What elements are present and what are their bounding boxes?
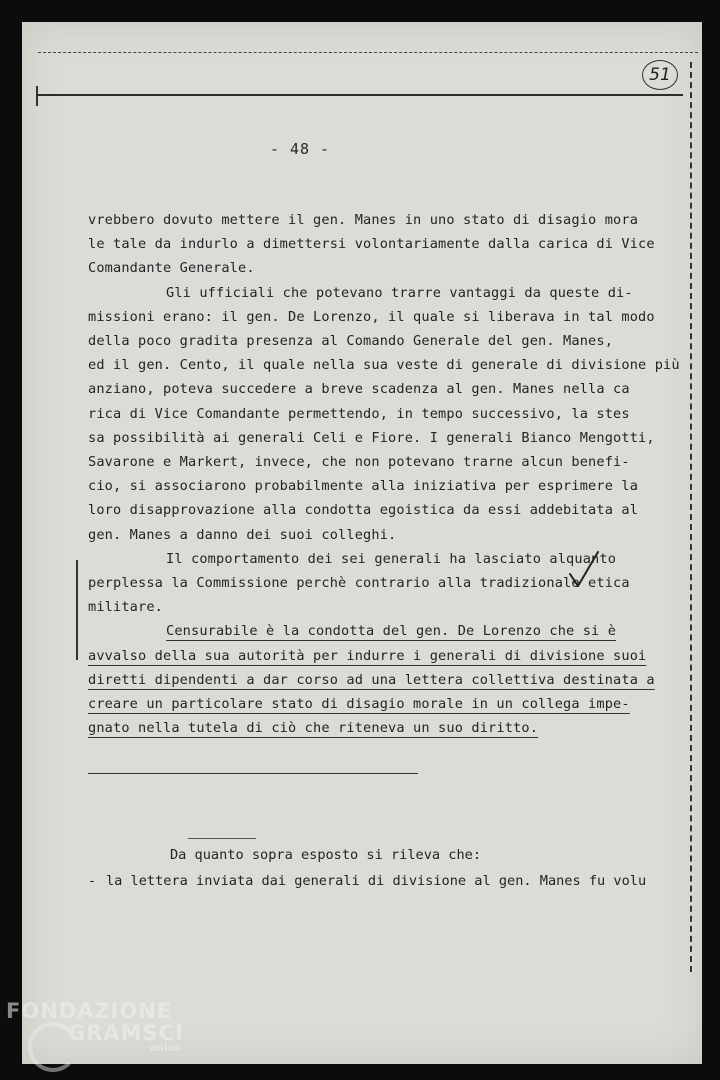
text-line: della poco gradita presenza al Comando Generale del gen. Manes, bbox=[88, 333, 614, 350]
list-item-text: la lettera inviata dai generali di divisione al gen. Manes fu volu bbox=[106, 873, 647, 889]
text-line: le tale da indurlo a dimettersi volontariamente dalla carica di Vice bbox=[88, 236, 655, 253]
watermark-logo bbox=[6, 1000, 184, 1054]
page-border-right bbox=[690, 62, 692, 972]
watermark-line3: onlus bbox=[150, 1043, 181, 1054]
underlined-text: gnato nella tutela di ciò che riteneva un suo diritto. bbox=[88, 720, 539, 737]
archive-number-stamp: 51 bbox=[642, 60, 678, 90]
text-line: sa possibilità ai generali Celi e Fiore. I generali Bianco Mengotti, bbox=[88, 429, 655, 446]
section-rule bbox=[188, 838, 256, 839]
margin-marking bbox=[76, 560, 78, 660]
text-line: Comandante Generale. bbox=[88, 260, 255, 277]
text-line-underlined bbox=[88, 692, 630, 716]
text-line: Gli ufficiali che potevano trarre vantaggi da queste di- bbox=[166, 284, 633, 301]
page-border-top bbox=[38, 94, 683, 96]
text-line: loro disapprovazione alla condotta egoistica da essi addebitata al bbox=[88, 502, 639, 519]
page-border-top-dashed bbox=[38, 52, 698, 53]
page-border-left bbox=[36, 86, 38, 106]
underlined-text: avvalso della sua autorità per indurre i generali di divisione suoi bbox=[88, 647, 647, 664]
underlined-text: Censurabile è la condotta del gen. De Lorenzo che si è bbox=[166, 623, 617, 640]
list-item bbox=[88, 868, 647, 894]
text-line-underlined bbox=[88, 668, 655, 692]
text-line: militare. bbox=[88, 599, 164, 616]
text-line: vrebbero dovuto mettere il gen. Manes in uno stato di disagio mora bbox=[88, 212, 639, 228]
text-line-underlined bbox=[88, 619, 617, 643]
text-line: Il comportamento dei sei generali ha lasciato alquanto bbox=[166, 550, 617, 567]
watermark-line2: GRAMSCI bbox=[68, 1021, 184, 1045]
text-line: rica di Vice Comandante permettendo, in tempo successivo, la stes bbox=[88, 405, 630, 422]
underlined-text: diretti dipendenti a dar corso ad una lettera collettiva destinata a bbox=[88, 671, 655, 688]
page-number: - 48 - bbox=[269, 140, 331, 158]
text-line: ed il gen. Cento, il quale nella sua veste di generale di divisione più bbox=[88, 357, 680, 374]
text-line: perplessa la Commissione perchè contrario alla tradizionale etica bbox=[88, 575, 630, 592]
text-line-underlined bbox=[88, 716, 588, 740]
text-line-underlined bbox=[88, 644, 647, 668]
text-line: cio, si associarono probabilmente alla iniziativa per esprimere la bbox=[88, 478, 639, 495]
watermark-line1: FONDAZIONE bbox=[6, 999, 173, 1023]
text-line: anziano, poteva succedere a breve scadenza al gen. Manes nella ca bbox=[88, 381, 630, 398]
text-line: missioni erano: il gen. De Lorenzo, il quale si liberava in tal modo bbox=[88, 308, 655, 325]
dash-bullet-icon: - bbox=[88, 873, 97, 889]
conclusion-heading: Da quanto sopra esposto si rileva che: bbox=[170, 847, 481, 863]
checkmark-icon bbox=[566, 548, 602, 594]
handwritten-underline bbox=[88, 773, 418, 774]
underlined-text: creare un particolare stato di disagio morale in un collega impe- bbox=[88, 696, 630, 713]
body-text bbox=[88, 208, 680, 740]
text-line: gen. Manes a danno dei suoi colleghi. bbox=[88, 526, 397, 543]
text-line: Savarone e Markert, invece, che non potevano trarne alcun benefi- bbox=[88, 454, 630, 471]
conclusion-section bbox=[88, 842, 647, 894]
